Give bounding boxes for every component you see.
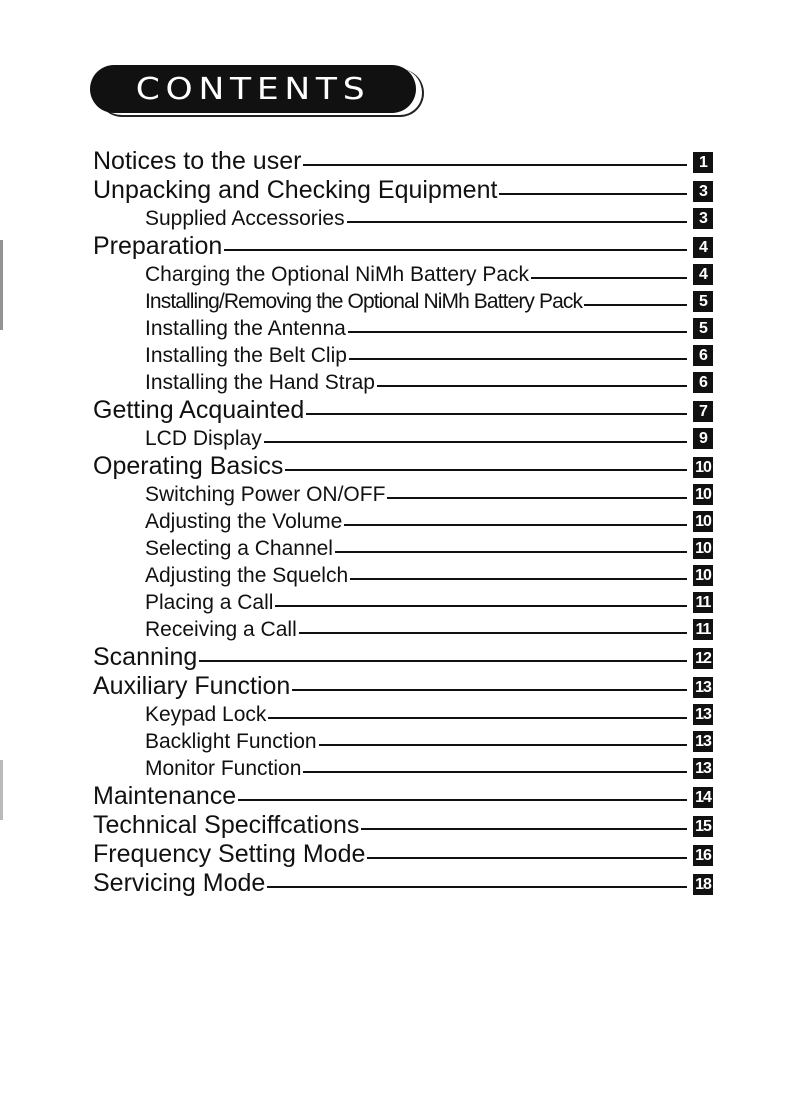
toc-entry-label: Monitor Function [145, 757, 302, 780]
toc-entry-label: Installing the Antenna [145, 317, 346, 340]
toc-leader-line [199, 660, 687, 662]
toc-subentry[interactable] [93, 589, 713, 616]
toc-entry-label: Switching Power ON/OFF [145, 483, 386, 506]
table-of-contents [93, 147, 713, 898]
toc-entry-label: Keypad Lock [145, 703, 267, 726]
toc-subentry[interactable] [93, 755, 713, 782]
toc-page-number: 11 [693, 592, 713, 613]
toc-entry-label: Backlight Function [145, 730, 317, 753]
toc-entry-label: Maintenance [93, 782, 237, 810]
toc-entry-label: Servicing Mode [93, 869, 266, 897]
toc-entry-label: Notices to the user [93, 147, 302, 175]
toc-entry[interactable] [93, 782, 713, 811]
toc-leader-line [387, 497, 687, 499]
toc-page-number: 18 [693, 874, 713, 895]
toc-leader-line [361, 828, 687, 830]
toc-page-number: 9 [693, 428, 713, 449]
toc-page-number: 4 [693, 237, 713, 258]
toc-page-number: 12 [693, 648, 713, 669]
toc-leader-line [275, 605, 687, 607]
toc-entry-label: Charging the Optional NiMh Battery Pack [145, 263, 530, 286]
toc-leader-line [531, 277, 687, 279]
toc-entry[interactable] [93, 176, 713, 205]
toc-subentry[interactable] [93, 728, 713, 755]
toc-entry-label: Frequency Setting Mode [93, 840, 366, 868]
toc-subentry[interactable] [93, 535, 713, 562]
toc-leader-line [303, 164, 687, 166]
toc-page-number: 5 [693, 291, 713, 312]
toc-page-number: 13 [693, 758, 713, 779]
toc-page-number: 5 [693, 318, 713, 339]
toc-leader-line [303, 771, 687, 773]
toc-entry-label: Scanning [93, 643, 198, 671]
toc-page-number: 6 [693, 345, 713, 366]
page-edge-shadow [0, 240, 3, 330]
toc-leader-line [377, 385, 687, 387]
toc-entry[interactable] [93, 396, 713, 425]
toc-leader-line [348, 331, 687, 333]
toc-leader-line [319, 744, 687, 746]
toc-leader-line [367, 857, 687, 859]
toc-subentry[interactable] [93, 205, 713, 232]
toc-page-number: 10 [693, 565, 713, 586]
toc-entry-label: Supplied Accessories [145, 207, 345, 230]
toc-entry[interactable] [93, 840, 713, 869]
toc-entry[interactable] [93, 643, 713, 672]
toc-subentry[interactable] [93, 315, 713, 342]
toc-entry-label: Installing/Removing the Optional NiMh Battery Pack [145, 290, 583, 313]
page-edge-shadow [0, 760, 3, 820]
toc-leader-line [264, 441, 687, 443]
toc-subentry[interactable] [93, 288, 713, 315]
toc-entry-label: Receiving a Call [145, 618, 297, 641]
toc-leader-line [350, 578, 687, 580]
toc-page-number: 16 [693, 845, 713, 866]
toc-subentry[interactable] [93, 425, 713, 452]
toc-page-number: 13 [693, 704, 713, 725]
toc-subentry[interactable] [93, 701, 713, 728]
toc-leader-line [499, 193, 687, 195]
toc-entry-label: Unpacking and Checking Equipment [93, 176, 498, 204]
toc-page-number: 3 [693, 181, 713, 202]
toc-page-number: 3 [693, 208, 713, 229]
toc-entry-label: Auxiliary Function [93, 672, 291, 700]
toc-page-number: 15 [693, 816, 713, 837]
toc-entry[interactable] [93, 672, 713, 701]
toc-leader-line [268, 717, 687, 719]
toc-leader-line [335, 551, 687, 553]
toc-entry-label: Installing the Belt Clip [145, 344, 347, 367]
toc-entry-label: Preparation [93, 232, 223, 260]
toc-leader-line [299, 632, 687, 634]
toc-entry-label: Technical Speciffcations [93, 811, 360, 839]
toc-page-number: 13 [693, 677, 713, 698]
toc-entry[interactable] [93, 869, 713, 898]
toc-leader-line [267, 886, 687, 888]
toc-leader-line [344, 524, 687, 526]
toc-entry-label: Placing a Call [145, 591, 274, 614]
toc-entry-label: Adjusting the Squelch [145, 564, 349, 587]
toc-entry-label: Selecting a Channel [145, 537, 333, 560]
toc-leader-line [238, 799, 687, 801]
toc-leader-line [347, 221, 687, 223]
toc-subentry[interactable] [93, 342, 713, 369]
contents-header [90, 65, 426, 121]
toc-page-number: 6 [693, 372, 713, 393]
toc-entry[interactable] [93, 232, 713, 261]
toc-subentry[interactable] [93, 616, 713, 643]
toc-page-number: 1 [693, 152, 713, 173]
toc-subentry[interactable] [93, 261, 713, 288]
toc-subentry[interactable] [93, 508, 713, 535]
toc-entry-label: Operating Basics [93, 452, 284, 480]
toc-leader-line [285, 469, 687, 471]
toc-entry[interactable] [93, 147, 713, 176]
toc-entry-label: LCD Display [145, 427, 262, 450]
toc-leader-line [224, 249, 687, 251]
toc-page-number: 13 [693, 731, 713, 752]
page-title: CONTENTS [135, 71, 371, 107]
toc-entry-label: Installing the Hand Strap [145, 371, 375, 394]
toc-leader-line [349, 358, 687, 360]
toc-entry[interactable] [93, 811, 713, 840]
toc-leader-line [306, 413, 687, 415]
toc-page-number: 4 [693, 264, 713, 285]
toc-page-number: 11 [693, 619, 713, 640]
toc-subentry[interactable] [93, 369, 713, 396]
toc-page-number: 10 [693, 457, 713, 478]
toc-page-number: 10 [693, 538, 713, 559]
toc-subentry[interactable] [93, 481, 713, 508]
toc-leader-line [584, 304, 687, 306]
toc-leader-line [292, 689, 687, 691]
toc-entry[interactable] [93, 452, 713, 481]
toc-page-number: 10 [693, 484, 713, 505]
toc-page-number: 14 [693, 787, 713, 808]
toc-entry-label: Adjusting the Volume [145, 510, 343, 533]
toc-subentry[interactable] [93, 562, 713, 589]
toc-page-number: 7 [693, 401, 713, 422]
toc-entry-label: Getting Acquainted [93, 396, 305, 424]
header-pill [90, 65, 416, 113]
toc-page-number: 10 [693, 511, 713, 532]
